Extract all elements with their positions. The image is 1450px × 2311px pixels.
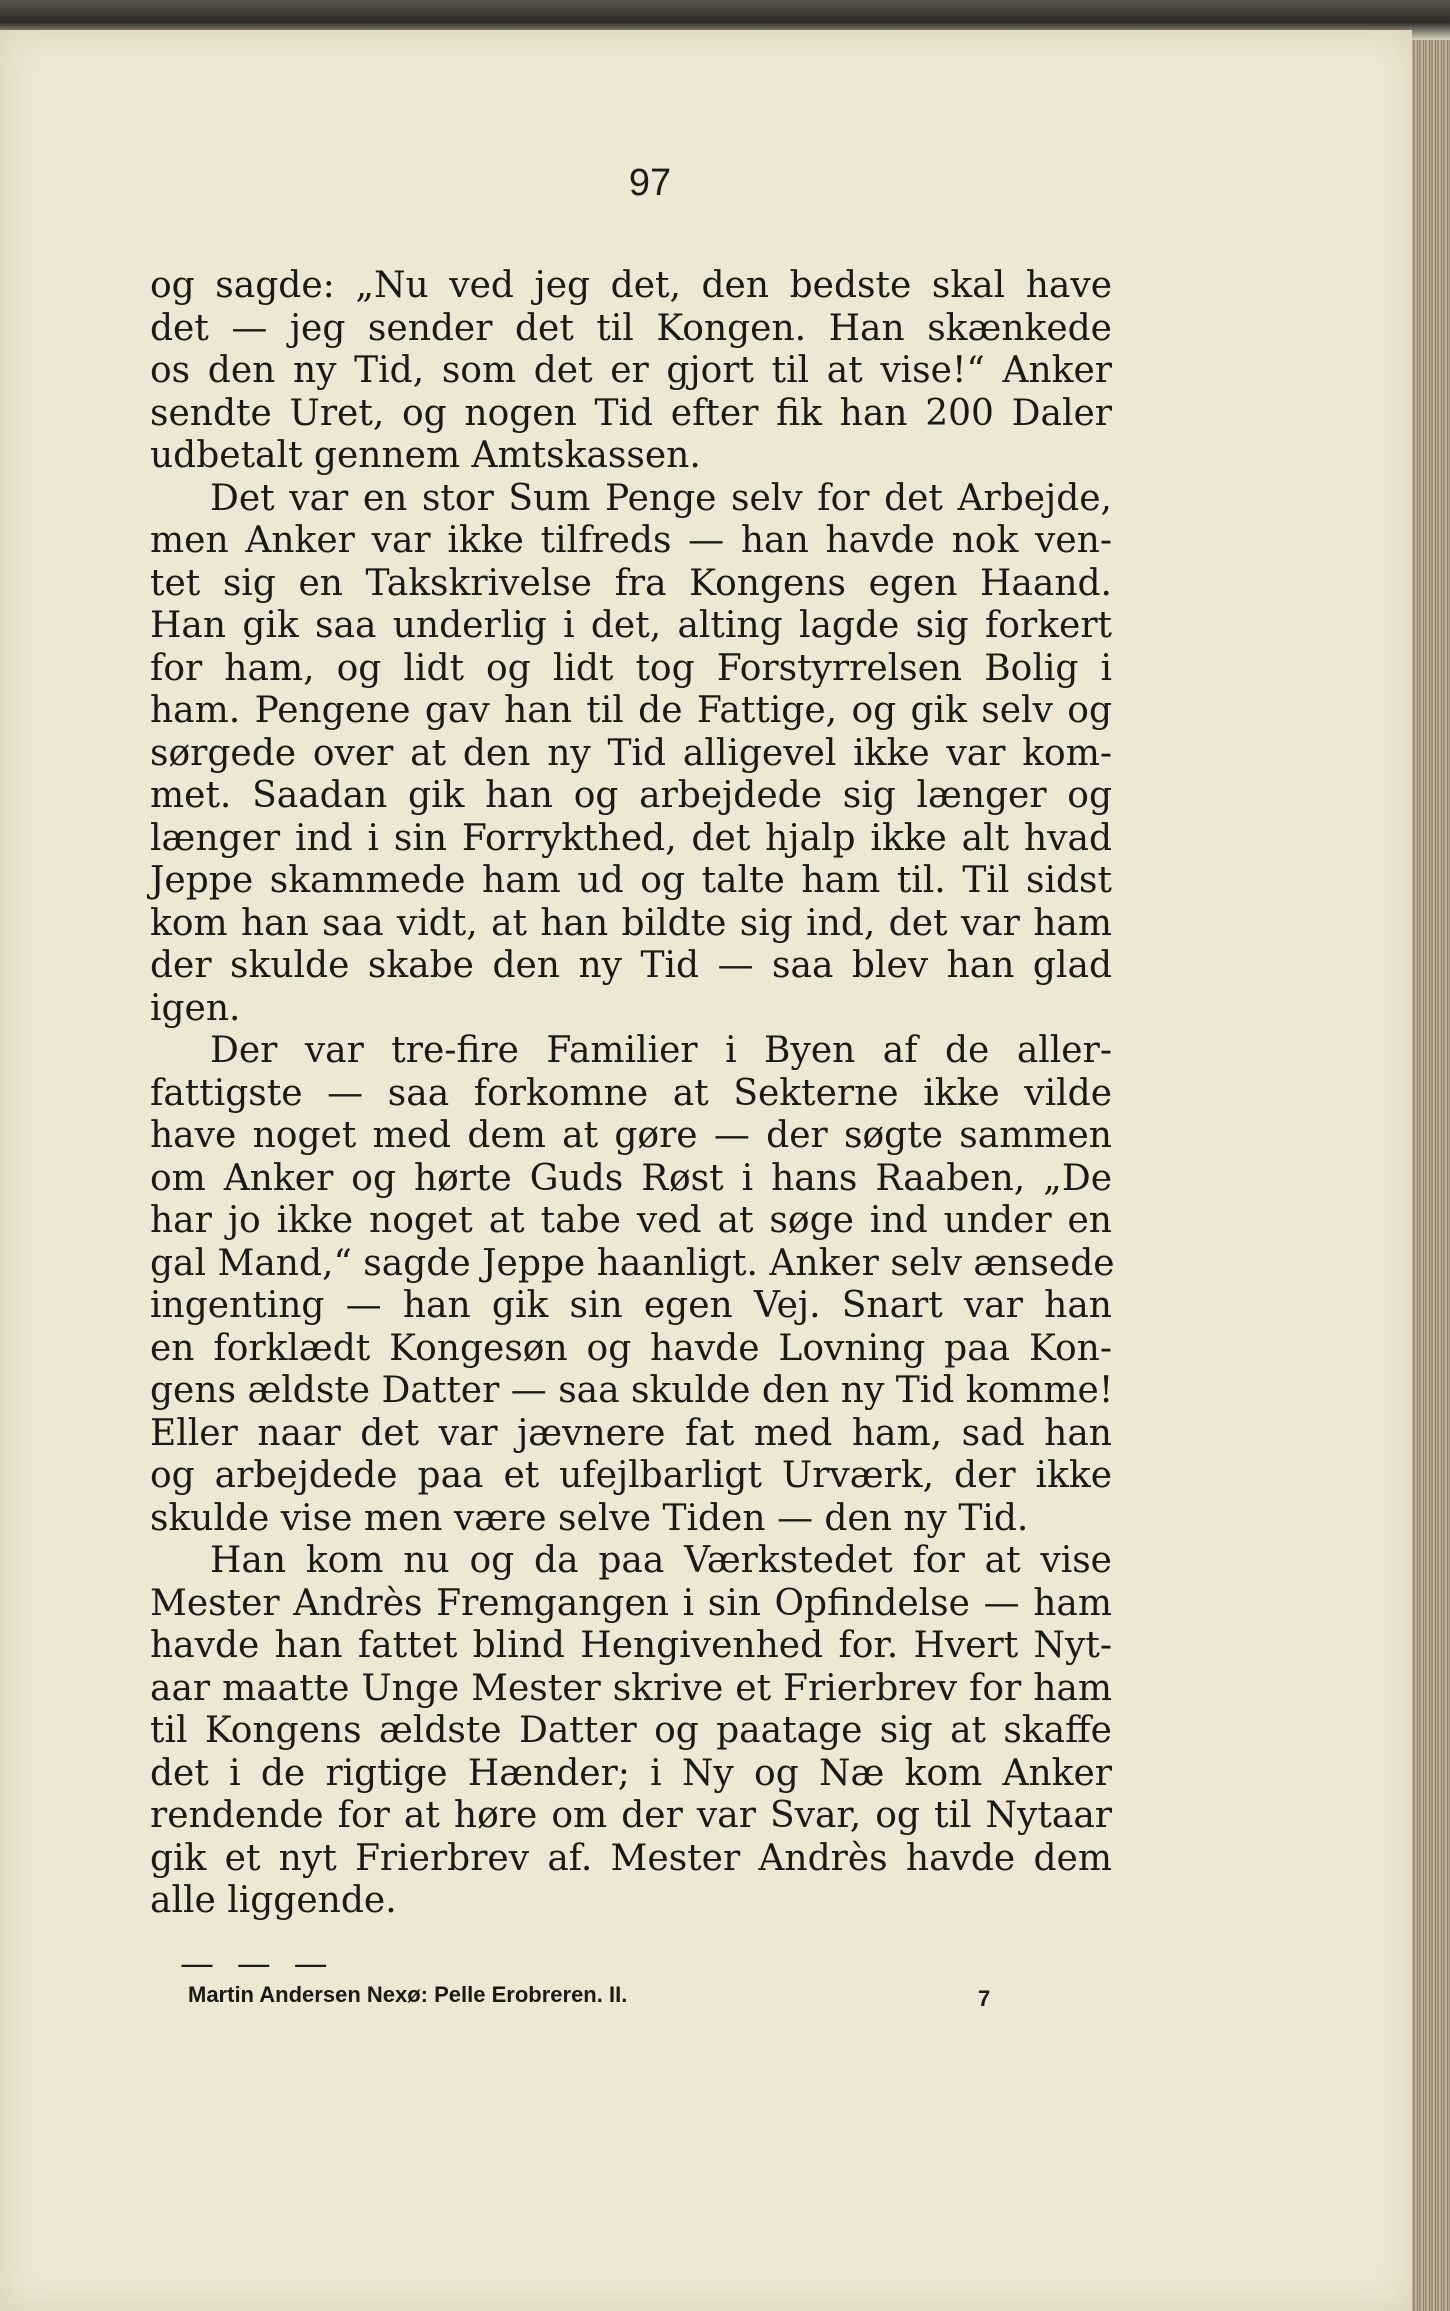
text-line: har jo ikke noget at tabe ved at søge ind under en — [150, 1200, 1112, 1241]
text-line: skulde vise men være selve Tiden — den ny Tid. — [150, 1497, 1029, 1539]
text-line: Han kom nu og da paa Værkstedet for at vise — [210, 1540, 1112, 1581]
text-line: have noget med dem at gøre — der søgte sammen — [150, 1115, 1112, 1156]
text-line: sørgede over at den ny Tid alligevel ikke var kom- — [150, 732, 1112, 774]
text-line: Han gik saa underlig i det, alting lagde sig forkert — [150, 605, 1112, 646]
text-line: og sagde: „Nu ved jeg det, den bedste skal have — [150, 265, 1112, 306]
text-line: men Anker var ikke tilfreds — han havde nok ven- — [150, 520, 1112, 561]
text-line: igen. — [150, 987, 241, 1029]
text-line: der skulde skabe den ny Tid — saa blev han glad — [150, 945, 1112, 986]
text-line: met. Saadan gik han og arbejdede sig længer og — [150, 775, 1112, 816]
text-line: fattigste — saa forkomne at Sekterne ikke vilde — [150, 1072, 1112, 1114]
text-line: kom han saa vidt, at han bildte sig ind, det var ham — [150, 902, 1112, 944]
signature-mark: 7 — [978, 1986, 991, 2011]
text-line: det — jeg sender det til Kongen. Han skænkede — [150, 307, 1112, 349]
body-text — [150, 265, 1115, 1923]
text-line: Der var tre-fire Familier i Byen af de aller- — [210, 1030, 1112, 1071]
text-line: Det var en stor Sum Penge selv for det Arbejde, — [210, 477, 1112, 519]
text-line: tet sig en Takskrivelse fra Kongens egen Haand. — [150, 562, 1112, 604]
text-line: gal Mand,“ sagde Jeppe haanligt. Anker selv ænsede — [150, 1242, 1115, 1284]
page-footer: Martin Andersen Nexø: Pelle Erobreren. II. — [188, 1982, 628, 2007]
text-line: alle liggende. — [150, 1880, 397, 1921]
text-line: Eller naar det var jævnere fat med ham, sad han — [150, 1412, 1112, 1454]
text-line: havde han fattet blind Hengivenhed for. Hvert Nyt- — [150, 1625, 1112, 1666]
text-line: gik et nyt Frierbrev af. Mester Andrès havde dem — [150, 1837, 1112, 1879]
text-line: længer ind i sin Forrykthed, det hjalp ikke alt hvad — [150, 817, 1112, 859]
text-line: for ham, og lidt og lidt tog Forstyrrelsen Bolig i — [150, 647, 1112, 689]
text-line: rendende for at høre om der var Svar, og til Nytaar — [150, 1795, 1112, 1836]
text-line: aar maatte Unge Mester skrive et Frierbrev for ham — [150, 1667, 1112, 1709]
text-line: udbetalt gennem Amtskassen. — [150, 435, 701, 476]
text-line: ham. Pengene gav han til de Fattige, og gik selv og — [150, 690, 1112, 731]
text-line: om Anker og hørte Guds Røst i hans Raaben, „De — [150, 1157, 1112, 1199]
text-line: en forklædt Kongesøn og havde Lovning paa Kon- — [150, 1327, 1112, 1369]
text-line: gens ældste Datter — saa skulde den ny Tid komme! — [150, 1370, 1114, 1411]
text-line: ingenting — han gik sin egen Vej. Snart var han — [150, 1285, 1112, 1326]
page-number: 97 — [628, 162, 672, 204]
text-line: det i de rigtige Hænder; i Ny og Næ kom Anker — [150, 1752, 1112, 1794]
text-line: og arbejdede paa et ufejlbarligt Urværk, der ikke — [150, 1455, 1112, 1496]
book-page — [0, 30, 1412, 2311]
text-line: sendte Uret, og nogen Tid efter fik han 200 Daler — [150, 392, 1112, 434]
page-stack-edge — [1412, 40, 1450, 2311]
text-line: os den ny Tid, som det er gjort til at vise!“ Anker — [150, 350, 1112, 391]
text-line: til Kongens ældste Datter og paatage sig at skaffe — [150, 1710, 1112, 1751]
section-separator: — — — — [180, 1944, 334, 1984]
text-line: Mester Andrès Fremgangen i sin Opfindelse — ham — [150, 1582, 1112, 1624]
text-line: Jeppe skammede ham ud og talte ham til. Til sidst — [150, 860, 1112, 901]
